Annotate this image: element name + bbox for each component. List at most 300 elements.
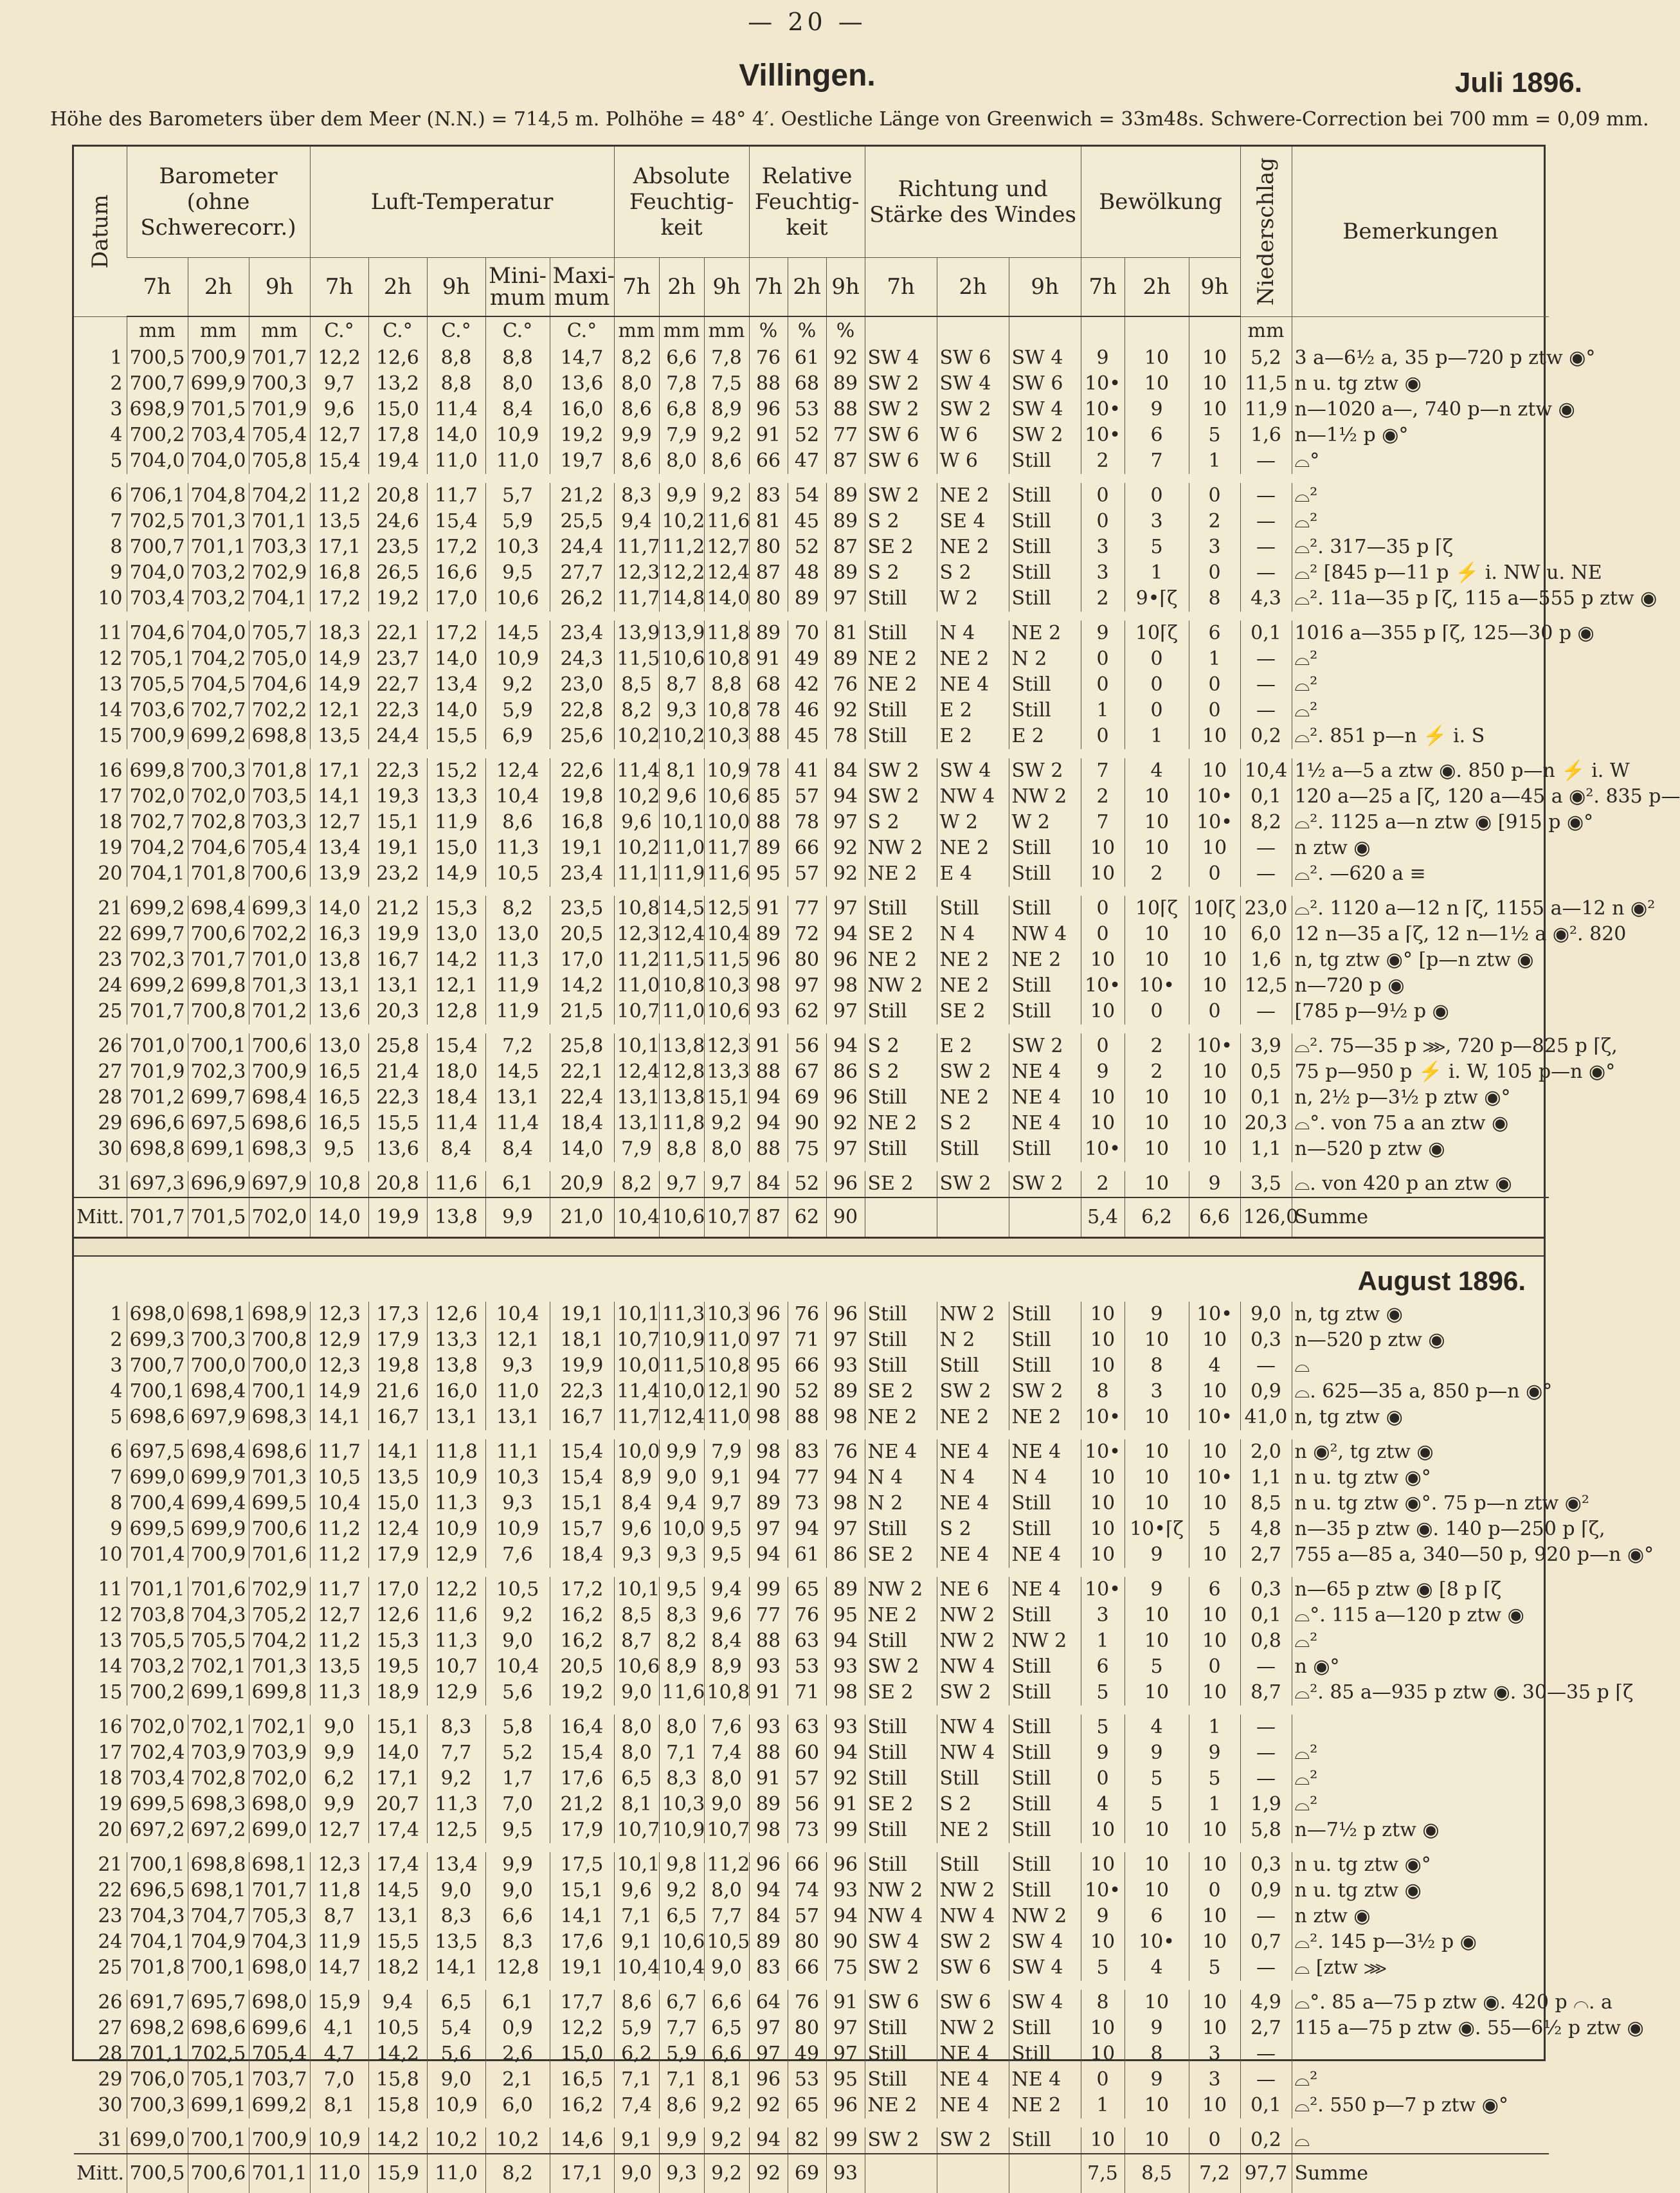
baro-9-cell: 700,9 [249, 1059, 310, 1085]
temp-9-cell: 18,0 [427, 1059, 485, 1085]
temp-min-cell: 9,2 [485, 672, 550, 698]
wind-9-mean-cell [1009, 2154, 1081, 2193]
rel-7-cell: 94 [749, 1542, 788, 1572]
baro-9-cell: 698,9 [249, 1302, 310, 1327]
baro-9-cell: 704,6 [249, 672, 310, 698]
cloud-2-cell: 5 [1125, 1654, 1189, 1680]
header-temperature: Luft-Temperatur [310, 147, 614, 258]
wind-9-cell: Still [1009, 1878, 1081, 1904]
cloud-7-cell: 10 [1081, 1817, 1125, 1848]
temp-2-cell: 17,4 [368, 1848, 427, 1878]
precip-cell: — [1240, 672, 1292, 698]
rel-2-cell: 57 [788, 1904, 826, 1929]
hour-2: 2h [188, 258, 249, 317]
baro-2-cell: 702,7 [188, 698, 249, 723]
wind-7-mean-cell [865, 2154, 937, 2193]
abs-7-cell: 10,7 [614, 999, 659, 1029]
precip-cell: — [1240, 560, 1292, 586]
temp-2-cell: 23,2 [368, 861, 427, 891]
temp-max-cell: 18,4 [550, 1542, 614, 1572]
rel-7-mean-cell: 92 [749, 2154, 788, 2193]
precip-cell: 8,7 [1240, 1680, 1292, 1710]
rel-9-mean-cell: 93 [826, 2154, 865, 2193]
baro-2-cell: 704,8 [188, 478, 249, 509]
temp-2-cell: 23,7 [368, 646, 427, 672]
temp-9-cell: 12,1 [427, 973, 485, 999]
temp-2-cell: 16,7 [368, 1405, 427, 1435]
temp-min-cell: 10,6 [485, 586, 550, 616]
table-row [74, 1435, 1549, 1465]
wind-9-cell: Still [1009, 509, 1081, 534]
abs-9-mean-cell: 9,2 [704, 2154, 749, 2193]
temp-7-cell: 12,7 [310, 810, 368, 835]
baro-9-cell: 698,6 [249, 1435, 310, 1465]
rel-7-mean-cell: 87 [749, 1197, 788, 1237]
rel-2-cell: 97 [788, 973, 826, 999]
temp-7-cell: 11,3 [310, 1680, 368, 1710]
abs-2-cell: 7,9 [659, 423, 704, 448]
temp-max-cell: 22,8 [550, 698, 614, 723]
temp-7-cell: 18,3 [310, 616, 368, 646]
cloud-7-cell: 9 [1081, 1904, 1125, 1929]
wind-7-cell: SW 6 [865, 1985, 937, 2016]
baro-9-cell: 701,9 [249, 397, 310, 423]
baro-7-cell: 698,2 [127, 2016, 188, 2041]
wind-2-cell: N 2 [937, 1327, 1009, 1353]
table-row [74, 1302, 1549, 1327]
precip-cell: 6,0 [1240, 922, 1292, 947]
rel-9-cell: 92 [826, 1111, 865, 1136]
remark-cell: n—1020 a—, 740 p—n ztw ◉ [1292, 397, 1549, 423]
abs-7-cell: 10,0 [614, 1353, 659, 1379]
temp-7-cell: 10,9 [310, 2123, 368, 2154]
temp-max-cell: 24,4 [550, 534, 614, 560]
rel-7-cell: 89 [749, 1491, 788, 1516]
cloud-7-cell: 0 [1081, 646, 1125, 672]
temp-2-cell: 19,5 [368, 1654, 427, 1680]
baro-9-cell: 699,0 [249, 1817, 310, 1848]
wind-9-cell: Still [1009, 2123, 1081, 2154]
temp-7-cell: 13,4 [310, 835, 368, 861]
precip-cell: 11,5 [1240, 371, 1292, 397]
abs-7-cell: 10,6 [614, 1654, 659, 1680]
abs-2-cell: 9,6 [659, 784, 704, 810]
rel-7-cell: 98 [749, 1405, 788, 1435]
abs-7-cell: 11,5 [614, 646, 659, 672]
abs-2-cell: 14,5 [659, 891, 704, 922]
remark-cell: ⌓². —620 a ≡ [1292, 861, 1549, 891]
temp-9-cell: 13,0 [427, 922, 485, 947]
table-header [74, 147, 1549, 317]
baro-2-cell: 701,8 [188, 861, 249, 891]
baro-7-cell: 698,8 [127, 1136, 188, 1167]
wind-2-mean-cell [937, 2154, 1009, 2193]
cloud-2-cell: 10 [1125, 1435, 1189, 1465]
temp-max-cell: 16,7 [550, 1405, 614, 1435]
rel-9-cell: 97 [826, 2016, 865, 2041]
temp-min-cell: 11,9 [485, 973, 550, 999]
abs-9-cell: 10,3 [704, 1302, 749, 1327]
remark-cell: n ◉° [1292, 1654, 1549, 1680]
cloud-7-cell: 7 [1081, 754, 1125, 784]
abs-9-cell: 10,4 [704, 922, 749, 947]
wind-2-cell: E 2 [937, 1029, 1009, 1059]
abs-2-cell: 8,8 [659, 1136, 704, 1167]
day-cell: 15 [98, 1681, 123, 1704]
abs-9-cell: 9,5 [704, 1516, 749, 1542]
precip-cell: 41,0 [1240, 1405, 1292, 1435]
rel-7-cell: 96 [749, 947, 788, 973]
cloud-2-cell: 10 [1125, 1680, 1189, 1710]
temp-2-cell: 22,3 [368, 1085, 427, 1111]
rel-2-cell: 57 [788, 784, 826, 810]
temp-max-cell: 15,1 [550, 1878, 614, 1904]
cloud-2-cell: 10 [1125, 1628, 1189, 1654]
cloud-9-cell: 0 [1189, 1878, 1240, 1904]
hour-2: 2h [788, 258, 826, 317]
day-cell: 18 [98, 1767, 123, 1790]
temp-max-cell: 19,2 [550, 1680, 614, 1710]
baro-2-cell: 702,1 [188, 1654, 249, 1680]
table-row [74, 1680, 1549, 1710]
abs-9-cell: 11,8 [704, 616, 749, 646]
temp-max-cell: 21,5 [550, 999, 614, 1029]
baro-2-cell: 702,0 [188, 784, 249, 810]
remark-cell: ⌓°. von 75 a an ztw ◉ [1292, 1111, 1549, 1136]
baro-2-cell: 704,3 [188, 1603, 249, 1628]
remark-cell: ⌓². 85 a—935 p ztw ◉. 30—35 p ⌈ζ [1292, 1680, 1549, 1710]
wind-9-cell: SW 4 [1009, 345, 1081, 371]
precip-cell: — [1240, 1904, 1292, 1929]
cloud-2-cell: 10 [1125, 1603, 1189, 1628]
precip-cell: 5,2 [1240, 345, 1292, 371]
abs-9-cell: 8,4 [704, 1628, 749, 1654]
abs-9-cell: 10,8 [704, 1680, 749, 1710]
wind-2-cell: Still [937, 1766, 1009, 1792]
abs-7-cell: 6,2 [614, 2041, 659, 2067]
rel-9-cell: 94 [826, 1029, 865, 1059]
unit-cell: % [788, 317, 826, 345]
temp-2-cell: 20,8 [368, 1167, 427, 1197]
table-row [74, 1542, 1549, 1572]
wind-2-cell: SW 6 [937, 1985, 1009, 2016]
rel-7-cell: 88 [749, 1136, 788, 1167]
cloud-7-cell: 10 [1081, 1353, 1125, 1379]
baro-9-mean-cell: 702,0 [249, 1197, 310, 1237]
temp-min-cell: 5,6 [485, 1680, 550, 1710]
abs-9-cell: 6,6 [704, 2041, 749, 2067]
baro-7-cell: 704,1 [127, 1929, 188, 1955]
remark-cell: n u. tg ztw ◉° [1292, 1848, 1549, 1878]
day-mean-cell: Mitt. [74, 1197, 127, 1237]
temp-max-cell: 22,3 [550, 1379, 614, 1405]
rel-7-cell: 97 [749, 1516, 788, 1542]
cloud-9-cell: 8 [1189, 586, 1240, 616]
cloud-2-cell: 10 [1125, 371, 1189, 397]
rel-9-cell: 94 [826, 1628, 865, 1654]
abs-7-cell: 9,3 [614, 1542, 659, 1572]
day-cell: 29 [98, 2068, 123, 2091]
temp-min-cell: 12,8 [485, 1955, 550, 1985]
cloud-9-cell: 0 [1189, 560, 1240, 586]
temp-2-cell: 25,8 [368, 1029, 427, 1059]
temp-2-cell: 21,6 [368, 1379, 427, 1405]
abs-7-mean-cell: 10,4 [614, 1197, 659, 1237]
temp-min-cell: 11,4 [485, 1111, 550, 1136]
cloud-9-cell: 10 [1189, 754, 1240, 784]
temp-max-cell: 17,9 [550, 1817, 614, 1848]
wind-2-cell: S 2 [937, 560, 1009, 586]
abs-7-cell: 5,9 [614, 2016, 659, 2041]
wind-2-cell: E 2 [937, 698, 1009, 723]
remark-cell: ⌓ [ztw ⋙ [1292, 1955, 1549, 1985]
cloud-7-cell: 10• [1081, 1136, 1125, 1167]
cloud-7-cell: 0 [1081, 891, 1125, 922]
wind-2-cell: SW 2 [937, 1379, 1009, 1405]
abs-2-cell: 9,9 [659, 2123, 704, 2154]
temp-max-cell: 27,7 [550, 560, 614, 586]
baro-2-cell: 700,3 [188, 754, 249, 784]
cloud-2-cell: 2 [1125, 1029, 1189, 1059]
remark-cell: ⌓² [1292, 509, 1549, 534]
temp-max-cell: 14,7 [550, 345, 614, 371]
precip-cell: 0,3 [1240, 1327, 1292, 1353]
cloud-2-cell: 0 [1125, 646, 1189, 672]
rel-9-cell: 94 [826, 922, 865, 947]
baro-7-cell: 700,7 [127, 1353, 188, 1379]
rel-2-cell: 66 [788, 835, 826, 861]
unit-cell: mm [188, 317, 249, 345]
abs-9-cell: 7,8 [704, 345, 749, 371]
precip-cell: — [1240, 448, 1292, 478]
temp-min-cell: 9,0 [485, 1628, 550, 1654]
wind-7-cell: Still [865, 723, 937, 754]
rel-7-cell: 76 [749, 345, 788, 371]
baro-9-cell: 701,7 [249, 1878, 310, 1904]
cloud-2-cell: 9 [1125, 1572, 1189, 1603]
rel-7-cell: 64 [749, 1985, 788, 2016]
temp-9-cell: 9,0 [427, 1878, 485, 1904]
temp-7-cell: 10,4 [310, 1491, 368, 1516]
rel-9-cell: 89 [826, 1379, 865, 1405]
temp-7-cell: 12,7 [310, 423, 368, 448]
cloud-9-cell: 3 [1189, 2067, 1240, 2093]
abs-2-cell: 8,0 [659, 448, 704, 478]
day-cell: 1 [110, 1303, 123, 1325]
mean-row [74, 1197, 1549, 1237]
remark-cell: ⌓² [1292, 698, 1549, 723]
abs-9-cell: 9,7 [704, 1167, 749, 1197]
rel-9-cell: 92 [826, 835, 865, 861]
temp-min-cell: 2,6 [485, 2041, 550, 2067]
cloud-9-cell: 10 [1189, 922, 1240, 947]
baro-2-cell: 697,9 [188, 1405, 249, 1435]
temp-min-cell: 6,1 [485, 1985, 550, 2016]
temp-max-cell: 21,2 [550, 478, 614, 509]
cloud-2-cell: 10 [1125, 1405, 1189, 1435]
unit-cell: % [749, 317, 788, 345]
wind-9-cell: Still [1009, 1654, 1081, 1680]
table-row [74, 423, 1549, 448]
abs-9-cell: 9,0 [704, 1955, 749, 1985]
precip-cell: 1,6 [1240, 423, 1292, 448]
cloud-9-cell: 10 [1189, 2016, 1240, 2041]
temp-min-cell: 10,5 [485, 861, 550, 891]
abs-9-cell: 12,7 [704, 534, 749, 560]
remark-cell: ⌓² [1292, 1740, 1549, 1766]
cloud-2-cell: 5 [1125, 1766, 1189, 1792]
abs-2-cell: 8,6 [659, 2093, 704, 2123]
cloud-9-cell: 0 [1189, 672, 1240, 698]
cloud-9-cell: 10 [1189, 1327, 1240, 1353]
baro-7-cell: 701,8 [127, 1955, 188, 1985]
abs-9-cell: 8,9 [704, 397, 749, 423]
rel-2-cell: 75 [788, 1136, 826, 1167]
temp-max-cell: 16,0 [550, 397, 614, 423]
unit-cell [1125, 317, 1189, 345]
wind-2-cell: SW 2 [937, 2123, 1009, 2154]
temp-min-cell: 10,3 [485, 1465, 550, 1491]
temp-7-cell: 11,2 [310, 1542, 368, 1572]
precip-cell: — [1240, 2067, 1292, 2093]
precip-cell: 12,5 [1240, 973, 1292, 999]
day-cell: 12 [98, 648, 123, 670]
temp-min-cell: 9,3 [485, 1491, 550, 1516]
cloud-9-cell: 10 [1189, 345, 1240, 371]
abs-7-cell: 8,6 [614, 1985, 659, 2016]
day-cell: 2 [110, 1329, 123, 1351]
day-cell: 17 [98, 785, 123, 808]
wind-2-cell: Still [937, 891, 1009, 922]
day-cell: 6 [110, 484, 123, 507]
baro-9-cell: 703,7 [249, 2067, 310, 2093]
header-max: Maxi- mum [550, 258, 614, 317]
abs-7-cell: 10,1 [614, 1029, 659, 1059]
abs-7-cell: 7,1 [614, 1904, 659, 1929]
rel-9-cell: 93 [826, 1878, 865, 1904]
remark-cell: ⌓² [1292, 1766, 1549, 1792]
temp-9-cell: 14,0 [427, 646, 485, 672]
temp-9-cell: 15,3 [427, 891, 485, 922]
cloud-7-cell: 6 [1081, 1654, 1125, 1680]
table-row [74, 810, 1549, 835]
abs-9-cell: 6,6 [704, 1985, 749, 2016]
table-row [74, 1628, 1549, 1654]
cloud-2-cell: 10• [1125, 973, 1189, 999]
cloud-9-cell: 0 [1189, 698, 1240, 723]
temp-7-cell: 14,7 [310, 1955, 368, 1985]
july-table [74, 317, 1680, 1237]
rel-2-cell: 60 [788, 1740, 826, 1766]
baro-7-cell: 699,8 [127, 754, 188, 784]
cloud-2-cell: 8 [1125, 1353, 1189, 1379]
temp-2-cell: 23,5 [368, 534, 427, 560]
precip-cell: 0,1 [1240, 616, 1292, 646]
abs-9-cell: 9,2 [704, 478, 749, 509]
hour-2: 2h [368, 258, 427, 317]
temp-9-cell: 15,4 [427, 1029, 485, 1059]
baro-7-cell: 704,6 [127, 616, 188, 646]
temp-7-cell: 12,3 [310, 1302, 368, 1327]
cloud-2-cell: 10•⌈ζ [1125, 1516, 1189, 1542]
temp-7-cell: 16,8 [310, 560, 368, 586]
cloud-9-cell: 9 [1189, 1740, 1240, 1766]
temp-9-cell: 11,0 [427, 448, 485, 478]
wind-2-cell: Still [937, 1848, 1009, 1878]
temp-max-cell: 14,2 [550, 973, 614, 999]
rel-7-cell: 94 [749, 1465, 788, 1491]
rel-2-cell: 61 [788, 1542, 826, 1572]
remark-cell: ⌓². 317—35 p ⌈ζ [1292, 534, 1549, 560]
wind-7-cell: N 2 [865, 1491, 937, 1516]
temp-2-cell: 15,0 [368, 1491, 427, 1516]
rel-7-cell: 88 [749, 371, 788, 397]
wind-7-cell: NE 2 [865, 2093, 937, 2123]
baro-2-cell: 704,7 [188, 1904, 249, 1929]
day-cell: 20 [98, 862, 123, 885]
abs-9-cell: 8,0 [704, 1878, 749, 1904]
unit-cell: C.° [550, 317, 614, 345]
baro-9-cell: 701,6 [249, 1542, 310, 1572]
temp-min-cell: 10,9 [485, 423, 550, 448]
page-title: Villingen. [739, 59, 876, 93]
rel-2-cell: 80 [788, 947, 826, 973]
temp-7-cell: 9,7 [310, 371, 368, 397]
baro-7-cell: 697,2 [127, 1817, 188, 1848]
rel-7-cell: 98 [749, 973, 788, 999]
rel-2-cell: 68 [788, 371, 826, 397]
rel-9-cell: 99 [826, 2123, 865, 2154]
rel-2-cell: 80 [788, 2016, 826, 2041]
rel-7-cell: 89 [749, 1929, 788, 1955]
wind-7-cell: Still [865, 616, 937, 646]
abs-9-cell: 10,8 [704, 698, 749, 723]
abs-7-cell: 8,3 [614, 478, 659, 509]
temp-min-cell: 10,9 [485, 1516, 550, 1542]
table-row [74, 723, 1549, 754]
rel-7-cell: 66 [749, 448, 788, 478]
temp-9-cell: 10,9 [427, 1516, 485, 1542]
cloud-9-cell: 10 [1189, 2093, 1240, 2123]
temp-9-mean-cell: 11,0 [427, 2154, 485, 2193]
hour-9: 9h [826, 258, 865, 317]
temp-7-cell: 13,1 [310, 973, 368, 999]
baro-7-cell: 705,5 [127, 672, 188, 698]
temp-max-cell: 19,1 [550, 835, 614, 861]
rel-7-cell: 89 [749, 616, 788, 646]
temp-9-cell: 13,8 [427, 1353, 485, 1379]
header-clouds: Bewölkung [1081, 147, 1240, 258]
wind-2-cell: NE 4 [937, 2067, 1009, 2093]
wind-9-cell: SW 4 [1009, 1955, 1081, 1985]
abs-2-cell: 9,3 [659, 1542, 704, 1572]
wind-9-cell: NE 4 [1009, 1435, 1081, 1465]
temp-max-cell: 17,0 [550, 947, 614, 973]
cloud-9-cell: 3 [1189, 534, 1240, 560]
rel-2-cell: 53 [788, 2067, 826, 2093]
rel-9-cell: 97 [826, 1516, 865, 1542]
temp-min-cell: 11,3 [485, 947, 550, 973]
table-row [74, 1654, 1549, 1680]
wind-2-cell: NE 2 [937, 947, 1009, 973]
table-row [74, 1817, 1549, 1848]
cloud-7-cell: 10• [1081, 1572, 1125, 1603]
wind-2-cell: W 2 [937, 810, 1009, 835]
temp-max-cell: 15,0 [550, 2041, 614, 2067]
cloud-9-cell: 10 [1189, 1904, 1240, 1929]
temp-9-cell: 15,4 [427, 509, 485, 534]
temp-max-cell: 20,9 [550, 1167, 614, 1197]
